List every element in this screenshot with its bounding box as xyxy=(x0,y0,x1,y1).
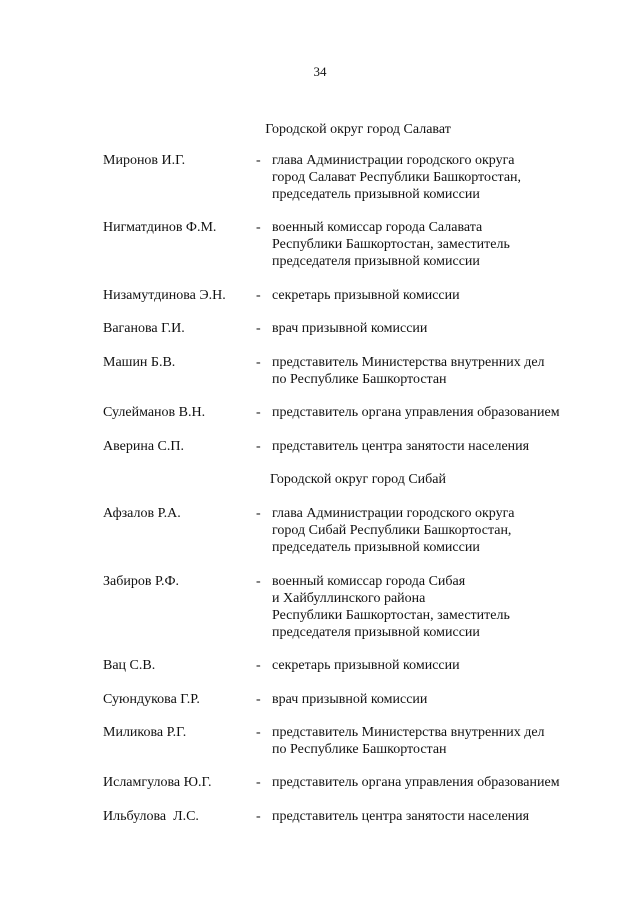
person-name: Аверина С.П. xyxy=(103,439,184,454)
dash-separator: - xyxy=(256,809,261,824)
person-name: Исламгулова Ю.Г. xyxy=(103,775,212,790)
person-name: Афзалов Р.А. xyxy=(103,506,181,521)
role-description xyxy=(272,404,602,421)
dash-separator: - xyxy=(256,692,261,707)
role-description xyxy=(272,354,602,388)
role-line: представитель центра занятости населения xyxy=(272,809,530,824)
role-line: город Сибай Республики Башкортостан, xyxy=(272,523,512,538)
role-description xyxy=(272,287,602,304)
dash-separator: - xyxy=(256,506,261,521)
person-name: Забиров Р.Ф. xyxy=(103,574,180,589)
role-description xyxy=(272,320,602,337)
role-line: председателя призывной комиссии xyxy=(272,625,480,640)
section-title-salavat xyxy=(0,121,640,138)
person-name: Миронов И.Г. xyxy=(103,153,186,168)
role-line: представитель органа управления образованием xyxy=(272,405,560,420)
role-description xyxy=(272,724,602,758)
dash-separator: - xyxy=(256,288,261,303)
role-line: председателя призывной комиссии xyxy=(272,254,480,269)
role-line: Республики Башкортостан, заместитель xyxy=(272,237,510,252)
role-line: глава Администрации городского округа xyxy=(272,506,515,521)
role-description xyxy=(272,152,602,203)
dash-separator: - xyxy=(256,321,261,336)
dash-separator: - xyxy=(256,355,261,370)
role-line: секретарь призывной комиссии xyxy=(272,288,460,303)
person-name: Вац С.В. xyxy=(103,658,156,673)
role-line: врач призывной комиссии xyxy=(272,692,428,707)
page-number: 34 xyxy=(313,64,327,79)
role-line: представитель Министерства внутренних дел xyxy=(272,355,545,370)
section-title-sibay xyxy=(0,471,640,488)
role-line: Республики Башкортостан, заместитель xyxy=(272,608,510,623)
role-line: представитель центра занятости населения xyxy=(272,439,530,454)
role-line: секретарь призывной комиссии xyxy=(272,658,460,673)
role-description xyxy=(272,438,602,455)
role-description xyxy=(272,505,602,556)
dash-separator: - xyxy=(256,775,261,790)
role-line: председатель призывной комиссии xyxy=(272,187,480,202)
person-name: Ваганова Г.И. xyxy=(103,321,185,336)
role-line: по Республике Башкортостан xyxy=(272,742,447,757)
role-line: представитель органа управления образованием xyxy=(272,775,560,790)
role-line: врач призывной комиссии xyxy=(272,321,428,336)
dash-separator: - xyxy=(256,574,261,589)
dash-separator: - xyxy=(256,439,261,454)
role-line: город Салават Республики Башкортостан, xyxy=(272,170,522,185)
role-line: военный комиссар города Сибая xyxy=(272,574,466,589)
dash-separator: - xyxy=(256,658,261,673)
person-name: Ильбулова Л.С. xyxy=(103,809,199,824)
role-line: военный комиссар города Салавата xyxy=(272,220,483,235)
dash-separator: - xyxy=(256,153,261,168)
person-name: Нигматдинов Ф.М. xyxy=(103,220,217,235)
role-line: представитель Министерства внутренних дел xyxy=(272,725,545,740)
role-description xyxy=(272,573,602,641)
role-line: глава Администрации городского округа xyxy=(272,153,515,168)
role-description xyxy=(272,657,602,674)
person-name: Сулейманов В.Н. xyxy=(103,405,206,420)
section-title-text: Городской округ город Сибай xyxy=(269,472,446,487)
role-description xyxy=(272,808,602,825)
role-description xyxy=(272,774,602,791)
person-name: Машин Б.В. xyxy=(103,355,176,370)
dash-separator: - xyxy=(256,725,261,740)
dash-separator: - xyxy=(256,405,261,420)
dash-separator: - xyxy=(256,220,261,235)
person-name: Миликова Р.Г. xyxy=(103,725,187,740)
role-line: по Республике Башкортостан xyxy=(272,372,447,387)
role-description xyxy=(272,691,602,708)
person-name: Суюндукова Г.Р. xyxy=(103,692,200,707)
person-name: Низамутдинова Э.Н. xyxy=(103,288,226,303)
role-line: и Хайбуллинского района xyxy=(272,591,426,606)
section-title-text: Городской округ город Салават xyxy=(265,122,451,137)
role-line: председатель призывной комиссии xyxy=(272,540,480,555)
role-description xyxy=(272,219,602,270)
